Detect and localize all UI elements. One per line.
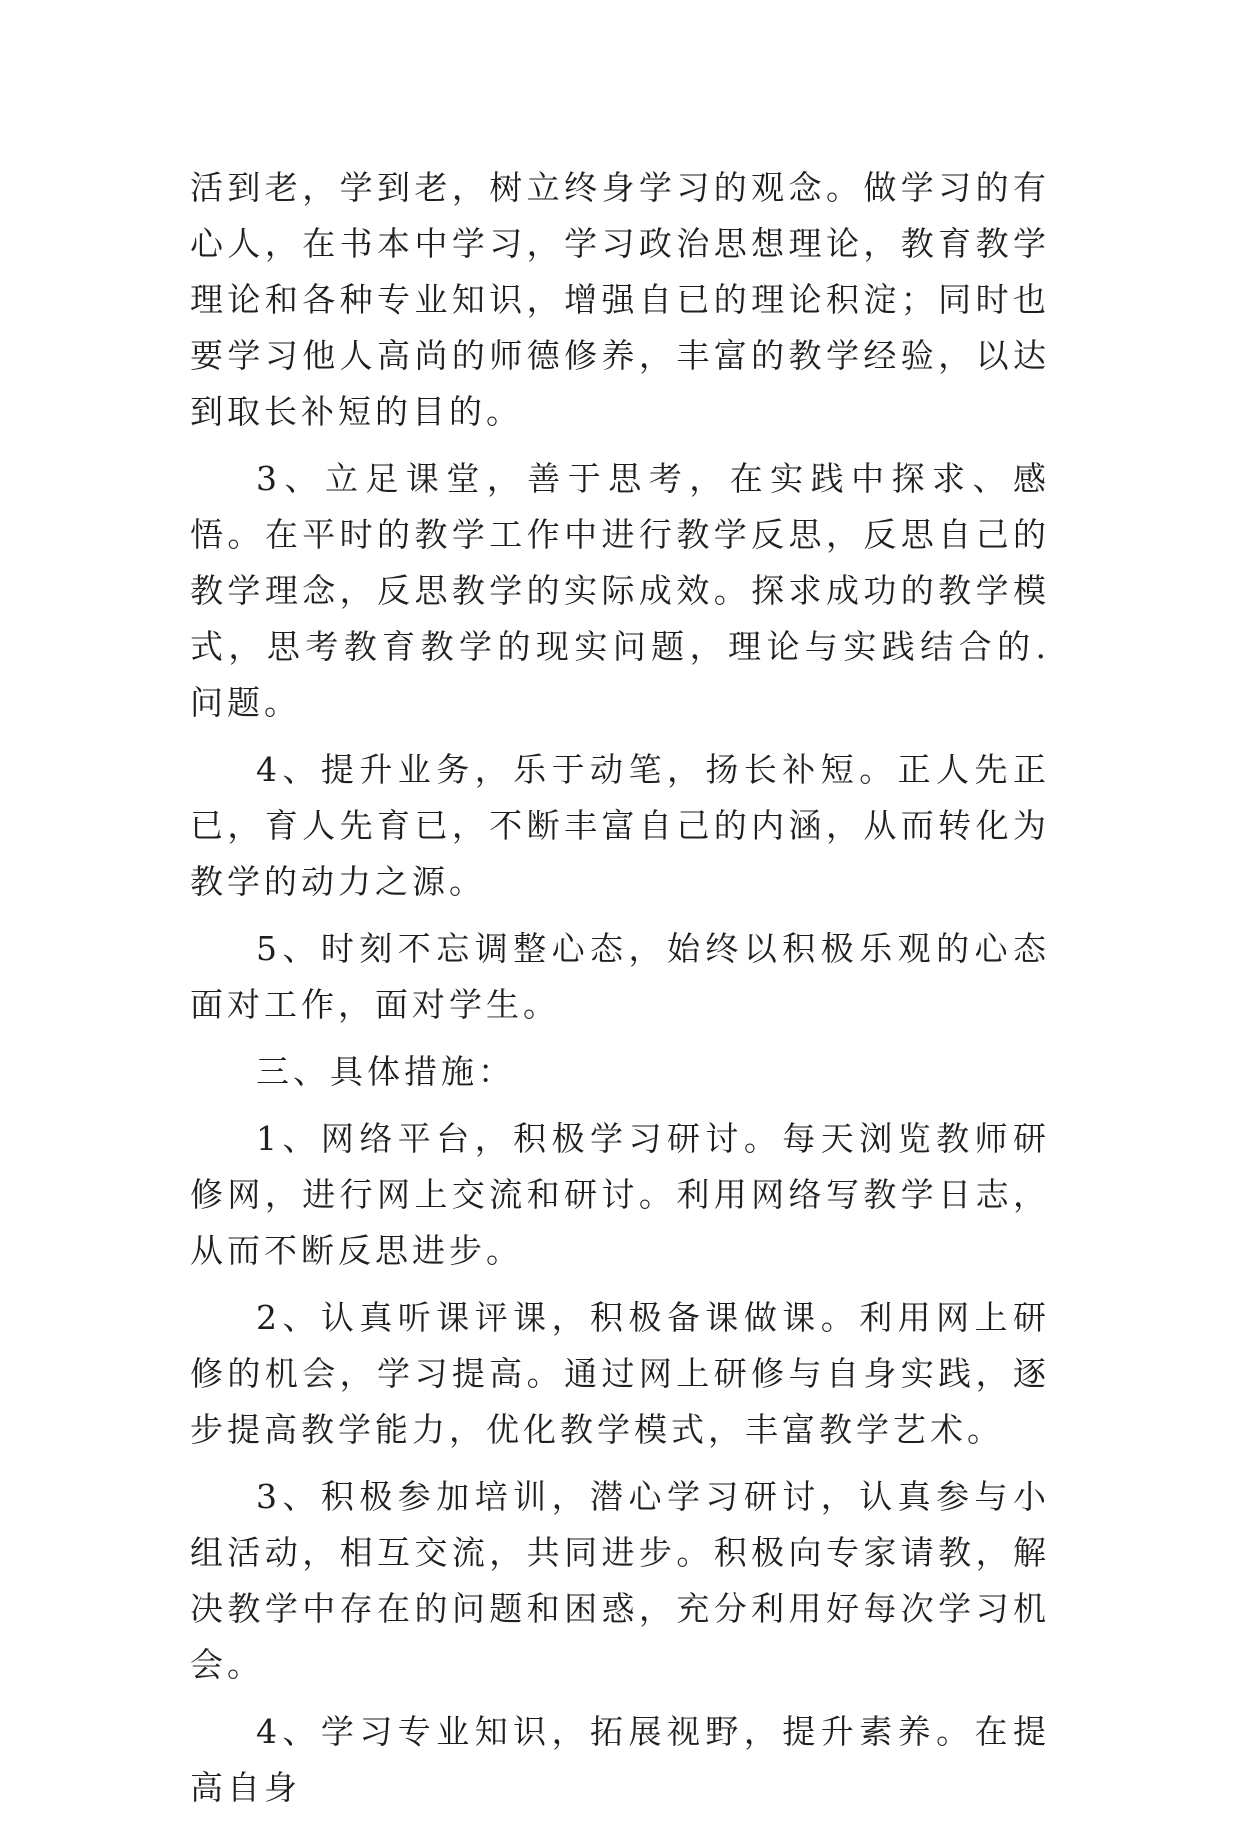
paragraph-item-3-classroom: 3、立足课堂，善于思考，在实践中探求、感悟。在平时的教学工作中进行教学反思，反思自己的教学理念，反思教学的实际成效。探求成功的教学模式，思考教育教学的现实问题，理论与实践结合的.问题。 [190, 459, 1050, 722]
section-heading-measures: 三、具体措施： [256, 1052, 515, 1091]
paragraph-item-4-professional: 4、提升业务，乐于动笔，扬长补短。正人先正已，育人先育已，不断丰富自己的内涵，从而转化为教学的动力之源。 [190, 750, 1050, 901]
paragraph-measure-1-online: 1、网络平台，积极学习研讨。每天浏览教师研修网，进行网上交流和研讨。利用网络写教学日志，从而不断反思进步。 [190, 1119, 1050, 1270]
paragraph-item-5-attitude: 5、时刻不忘调整心态，始终以积极乐观的心态面对工作，面对学生。 [190, 929, 1050, 1024]
paragraph-measure-2-lessons: 2、认真听课评课，积极备课做课。利用网上研修的机会，学习提高。通过网上研修与自身实践，逐步提高教学能力，优化教学模式，丰富教学艺术。 [190, 1298, 1050, 1449]
paragraph-measure-3-training: 3、积极参加培训，潜心学习研讨，认真参与小组活动，相互交流，共同进步。积极向专家请教，解决教学中存在的问题和困惑，充分利用好每次学习机会。 [190, 1477, 1050, 1684]
paragraph-continuation-lifelong-learning: 活到老，学到老，树立终身学习的观念。做学习的有心人，在书本中学习，学习政治思想理论，教育教学理论和各种专业知识，增强自已的理论积淀；同时也要学习他人高尚的师德修养，丰富的教学经验，以达到取长补短的目的。 [190, 168, 1050, 431]
paragraph-measure-4-knowledge: 4、学习专业知识，拓展视野，提升素养。在提高自身 [190, 1712, 1050, 1807]
document-body [190, 160, 1050, 1827]
